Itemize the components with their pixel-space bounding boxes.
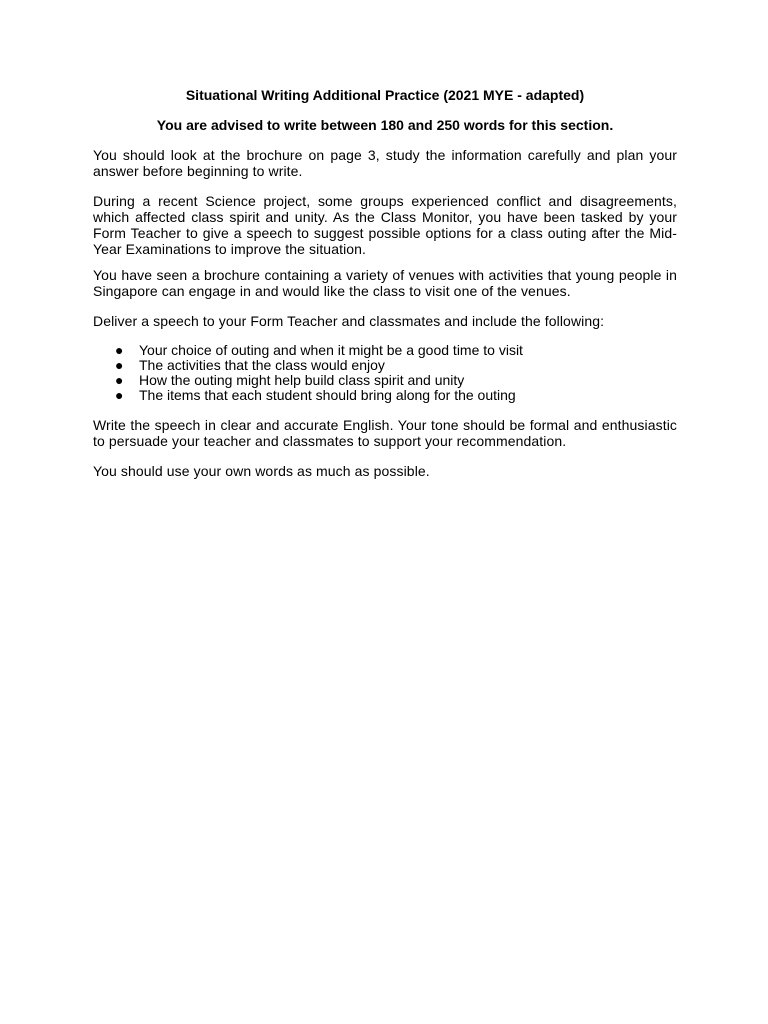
own-words-paragraph: You should use your own words as much as possible. bbox=[93, 463, 430, 479]
bullet-icon: ● bbox=[115, 372, 124, 388]
list-item-text: How the outing might help build class spirit and unity bbox=[139, 372, 465, 388]
bullet-icon: ● bbox=[115, 387, 124, 403]
list-item bbox=[93, 358, 677, 373]
list-item-text: The items that each student should bring along for the outing bbox=[139, 387, 516, 403]
document-title: Situational Writing Additional Practice (2021 MYE - adapted) bbox=[185, 87, 585, 103]
instruction-paragraph-brochure: You should look at the brochure on page 3, study the information carefully and plan your answer before beginning to write. bbox=[93, 147, 677, 179]
context-paragraph: During a recent Science project, some groups experienced conflict and disagreements, which affected class spirit and unity. As the Class Monitor, you have been tasked by your Form Teacher to give a speech to suggest possible options for a class outing after the Mid-Year Examinations to improve the situation. bbox=[93, 193, 677, 257]
tone-paragraph: Write the speech in clear and accurate English. Your tone should be formal and enthusiastic to persuade your teacher and classmates to support your recommendation. bbox=[93, 417, 677, 449]
list-item-text: Your choice of outing and when it might be a good time to visit bbox=[139, 342, 523, 358]
word-count-advice: You are advised to write between 180 and 250 words for this section. bbox=[156, 117, 614, 133]
list-item bbox=[93, 373, 677, 388]
bullet-icon: ● bbox=[115, 357, 124, 373]
list-item bbox=[93, 388, 677, 403]
bullet-icon: ● bbox=[115, 342, 124, 358]
brochure-paragraph: You have seen a brochure containing a variety of venues with activities that young people in Singapore can engage in and would like the class to visit one of the venues. bbox=[93, 267, 677, 299]
task-paragraph: Deliver a speech to your Form Teacher and classmates and include the following: bbox=[93, 313, 605, 329]
list-item bbox=[93, 343, 677, 358]
requirements-list bbox=[93, 343, 677, 403]
document-page bbox=[93, 87, 677, 479]
list-item-text: The activities that the class would enjoy bbox=[139, 357, 385, 373]
